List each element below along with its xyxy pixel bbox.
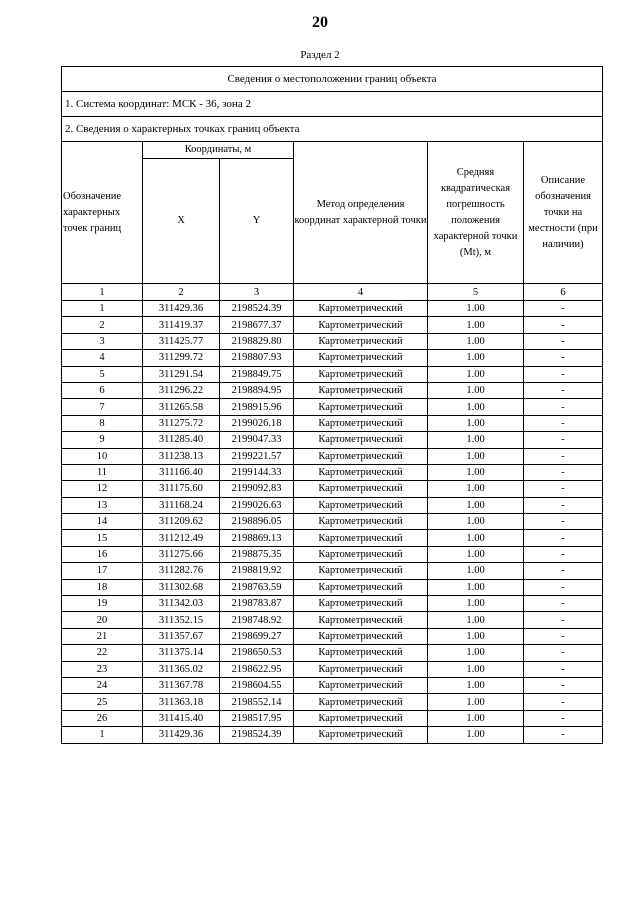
- error-cell: 1.00: [428, 301, 524, 317]
- description-cell: -: [524, 399, 603, 415]
- description-cell: -: [524, 563, 603, 579]
- description-cell: -: [524, 415, 603, 431]
- point-cell: 1: [62, 727, 143, 743]
- x-coordinate-cell: 311209.62: [143, 514, 220, 530]
- error-cell: 1.00: [428, 628, 524, 644]
- point-cell: 4: [62, 350, 143, 366]
- x-coordinate-cell: 311425.77: [143, 333, 220, 349]
- y-coordinate-cell: 2199026.63: [220, 497, 294, 513]
- method-header: Метод определения координат характерной точки: [294, 142, 428, 284]
- error-cell: 1.00: [428, 317, 524, 333]
- description-header: Описание обозначения точки на местности (при наличии): [524, 142, 603, 284]
- point-cell: 21: [62, 628, 143, 644]
- point-cell: 3: [62, 333, 143, 349]
- error-cell: 1.00: [428, 661, 524, 677]
- x-coordinate-cell: 311166.40: [143, 464, 220, 480]
- point-cell: 18: [62, 579, 143, 595]
- description-cell: -: [524, 727, 603, 743]
- column-number: 3: [220, 284, 294, 301]
- table-row: [62, 464, 603, 480]
- x-coordinate-cell: 311285.40: [143, 432, 220, 448]
- method-cell: Картометрический: [294, 481, 428, 497]
- x-coordinate-cell: 311429.36: [143, 727, 220, 743]
- x-coordinate-cell: 311168.24: [143, 497, 220, 513]
- table-title: Сведения о местоположении границ объекта: [62, 67, 603, 92]
- method-cell: Картометрический: [294, 596, 428, 612]
- description-cell: -: [524, 382, 603, 398]
- table-row: [62, 399, 603, 415]
- method-cell: Картометрический: [294, 399, 428, 415]
- description-cell: -: [524, 448, 603, 464]
- description-cell: -: [524, 596, 603, 612]
- x-coordinate-cell: 311419.37: [143, 317, 220, 333]
- x-coordinate-cell: 311275.66: [143, 546, 220, 562]
- x-coordinate-cell: 311415.40: [143, 710, 220, 726]
- x-coordinate-cell: 311238.13: [143, 448, 220, 464]
- y-coordinate-cell: 2198807.93: [220, 350, 294, 366]
- y-coordinate-cell: 2198869.13: [220, 530, 294, 546]
- description-cell: -: [524, 694, 603, 710]
- column-number-row: [62, 284, 603, 301]
- description-cell: -: [524, 628, 603, 644]
- y-coordinate-cell: 2198829.80: [220, 333, 294, 349]
- table-row: [62, 530, 603, 546]
- x-coordinate-cell: 311352.15: [143, 612, 220, 628]
- column-number: 1: [62, 284, 143, 301]
- x-coordinate-cell: 311175.60: [143, 481, 220, 497]
- point-cell: 5: [62, 366, 143, 382]
- description-cell: -: [524, 530, 603, 546]
- method-cell: Картометрический: [294, 333, 428, 349]
- error-cell: 1.00: [428, 563, 524, 579]
- x-coordinate-cell: 311357.67: [143, 628, 220, 644]
- table-row: [62, 301, 603, 317]
- coordinate-system-line: 1. Система координат: МСК - 36, зона 2: [62, 92, 603, 117]
- method-cell: Картометрический: [294, 317, 428, 333]
- point-cell: 8: [62, 415, 143, 431]
- method-cell: Картометрический: [294, 514, 428, 530]
- table-row: [62, 366, 603, 382]
- method-cell: Картометрический: [294, 301, 428, 317]
- y-coordinate-cell: 2198552.14: [220, 694, 294, 710]
- point-cell: 16: [62, 546, 143, 562]
- y-coordinate-cell: 2198819.92: [220, 563, 294, 579]
- table-row: [62, 710, 603, 726]
- description-cell: -: [524, 497, 603, 513]
- table-row: [62, 628, 603, 644]
- table-row: [62, 546, 603, 562]
- y-coordinate-cell: 2198915.96: [220, 399, 294, 415]
- error-cell: 1.00: [428, 677, 524, 693]
- description-cell: -: [524, 546, 603, 562]
- description-cell: -: [524, 710, 603, 726]
- point-designation-header: Обозначение характерных точек границ: [62, 142, 143, 284]
- method-cell: Картометрический: [294, 661, 428, 677]
- boundary-points-table: [61, 66, 603, 744]
- method-cell: Картометрический: [294, 366, 428, 382]
- point-cell: 22: [62, 645, 143, 661]
- y-coordinate-cell: 2198524.39: [220, 727, 294, 743]
- error-header: Средняя квадратическая погрешность положения характерной точки (Mt), м: [428, 142, 524, 284]
- method-cell: Картометрический: [294, 432, 428, 448]
- error-cell: 1.00: [428, 366, 524, 382]
- y-coordinate-cell: 2198894.95: [220, 382, 294, 398]
- description-cell: -: [524, 317, 603, 333]
- column-number: 5: [428, 284, 524, 301]
- error-cell: 1.00: [428, 350, 524, 366]
- error-cell: 1.00: [428, 530, 524, 546]
- description-cell: -: [524, 350, 603, 366]
- error-cell: 1.00: [428, 333, 524, 349]
- y-coordinate-cell: 2198783.87: [220, 596, 294, 612]
- y-coordinate-cell: 2198604.55: [220, 677, 294, 693]
- y-coordinate-cell: 2198896.05: [220, 514, 294, 530]
- method-cell: Картометрический: [294, 350, 428, 366]
- point-cell: 11: [62, 464, 143, 480]
- error-cell: 1.00: [428, 432, 524, 448]
- error-cell: 1.00: [428, 727, 524, 743]
- y-coordinate-cell: 2198763.59: [220, 579, 294, 595]
- point-cell: 12: [62, 481, 143, 497]
- point-cell: 15: [62, 530, 143, 546]
- x-coordinate-cell: 311363.18: [143, 694, 220, 710]
- point-cell: 17: [62, 563, 143, 579]
- method-cell: Картометрический: [294, 727, 428, 743]
- point-cell: 23: [62, 661, 143, 677]
- y-coordinate-cell: 2198748.92: [220, 612, 294, 628]
- y-coordinate-cell: 2198517.95: [220, 710, 294, 726]
- column-number: 2: [143, 284, 220, 301]
- point-cell: 19: [62, 596, 143, 612]
- error-cell: 1.00: [428, 546, 524, 562]
- table-row: [62, 448, 603, 464]
- y-coordinate-cell: 2199026.18: [220, 415, 294, 431]
- method-cell: Картометрический: [294, 612, 428, 628]
- x-coordinate-cell: 311365.02: [143, 661, 220, 677]
- table-row: [62, 497, 603, 513]
- error-cell: 1.00: [428, 399, 524, 415]
- table-row: [62, 415, 603, 431]
- error-cell: 1.00: [428, 645, 524, 661]
- x-coordinate-cell: 311212.49: [143, 530, 220, 546]
- y-coordinate-cell: 2199221.57: [220, 448, 294, 464]
- table-row: [62, 333, 603, 349]
- method-cell: Картометрический: [294, 530, 428, 546]
- error-cell: 1.00: [428, 448, 524, 464]
- x-coordinate-cell: 311275.72: [143, 415, 220, 431]
- method-cell: Картометрический: [294, 382, 428, 398]
- method-cell: Картометрический: [294, 628, 428, 644]
- point-cell: 7: [62, 399, 143, 415]
- section-label: Раздел 2: [300, 49, 340, 61]
- error-cell: 1.00: [428, 382, 524, 398]
- x-coordinate-cell: 311375.14: [143, 645, 220, 661]
- description-cell: -: [524, 579, 603, 595]
- x-coordinate-cell: 311302.68: [143, 579, 220, 595]
- point-cell: 10: [62, 448, 143, 464]
- points-section-line: 2. Сведения о характерных точках границ объекта: [62, 117, 603, 142]
- error-cell: 1.00: [428, 464, 524, 480]
- method-cell: Картометрический: [294, 563, 428, 579]
- table-row: [62, 382, 603, 398]
- method-cell: Картометрический: [294, 579, 428, 595]
- table-row: [62, 432, 603, 448]
- error-cell: 1.00: [428, 481, 524, 497]
- x-coordinate-cell: 311296.22: [143, 382, 220, 398]
- y-coordinate-cell: 2198875.35: [220, 546, 294, 562]
- column-number: 4: [294, 284, 428, 301]
- point-cell: 13: [62, 497, 143, 513]
- table-row: [62, 612, 603, 628]
- table-row: [62, 727, 603, 743]
- page-number: 20: [312, 14, 328, 31]
- point-cell: 24: [62, 677, 143, 693]
- description-cell: -: [524, 366, 603, 382]
- description-cell: -: [524, 645, 603, 661]
- x-coordinate-cell: 311299.72: [143, 350, 220, 366]
- description-cell: -: [524, 612, 603, 628]
- method-cell: Картометрический: [294, 710, 428, 726]
- method-cell: Картометрический: [294, 464, 428, 480]
- y-header: Y: [220, 159, 294, 284]
- description-cell: -: [524, 661, 603, 677]
- error-cell: 1.00: [428, 710, 524, 726]
- table-row: [62, 317, 603, 333]
- point-cell: 20: [62, 612, 143, 628]
- coordinates-header: Координаты, м: [143, 142, 294, 159]
- y-coordinate-cell: 2199092.83: [220, 481, 294, 497]
- table-row: [62, 514, 603, 530]
- method-cell: Картометрический: [294, 448, 428, 464]
- column-number: 6: [524, 284, 603, 301]
- error-cell: 1.00: [428, 497, 524, 513]
- point-cell: 2: [62, 317, 143, 333]
- method-cell: Картометрический: [294, 694, 428, 710]
- x-coordinate-cell: 311429.36: [143, 301, 220, 317]
- table-row: [62, 645, 603, 661]
- error-cell: 1.00: [428, 612, 524, 628]
- error-cell: 1.00: [428, 415, 524, 431]
- table-row: [62, 579, 603, 595]
- y-coordinate-cell: 2199047.33: [220, 432, 294, 448]
- y-coordinate-cell: 2198650.53: [220, 645, 294, 661]
- point-cell: 9: [62, 432, 143, 448]
- error-cell: 1.00: [428, 596, 524, 612]
- method-cell: Картометрический: [294, 645, 428, 661]
- point-cell: 6: [62, 382, 143, 398]
- method-cell: Картометрический: [294, 677, 428, 693]
- x-coordinate-cell: 311265.58: [143, 399, 220, 415]
- description-cell: -: [524, 333, 603, 349]
- point-cell: 1: [62, 301, 143, 317]
- x-header: X: [143, 159, 220, 284]
- y-coordinate-cell: 2199144.33: [220, 464, 294, 480]
- table-row: [62, 563, 603, 579]
- x-coordinate-cell: 311342.03: [143, 596, 220, 612]
- table-row: [62, 350, 603, 366]
- table-row: [62, 694, 603, 710]
- y-coordinate-cell: 2198524.39: [220, 301, 294, 317]
- description-cell: -: [524, 481, 603, 497]
- description-cell: -: [524, 432, 603, 448]
- error-cell: 1.00: [428, 579, 524, 595]
- y-coordinate-cell: 2198699.27: [220, 628, 294, 644]
- x-coordinate-cell: 311291.54: [143, 366, 220, 382]
- table-row: [62, 677, 603, 693]
- method-cell: Картометрический: [294, 415, 428, 431]
- error-cell: 1.00: [428, 694, 524, 710]
- point-cell: 26: [62, 710, 143, 726]
- point-cell: 25: [62, 694, 143, 710]
- x-coordinate-cell: 311367.78: [143, 677, 220, 693]
- table-row: [62, 596, 603, 612]
- point-cell: 14: [62, 514, 143, 530]
- table-row: [62, 661, 603, 677]
- description-cell: -: [524, 677, 603, 693]
- error-cell: 1.00: [428, 514, 524, 530]
- description-cell: -: [524, 464, 603, 480]
- y-coordinate-cell: 2198849.75: [220, 366, 294, 382]
- method-cell: Картометрический: [294, 546, 428, 562]
- method-cell: Картометрический: [294, 497, 428, 513]
- table-row: [62, 481, 603, 497]
- description-cell: -: [524, 514, 603, 530]
- y-coordinate-cell: 2198677.37: [220, 317, 294, 333]
- description-cell: -: [524, 301, 603, 317]
- x-coordinate-cell: 311282.76: [143, 563, 220, 579]
- y-coordinate-cell: 2198622.95: [220, 661, 294, 677]
